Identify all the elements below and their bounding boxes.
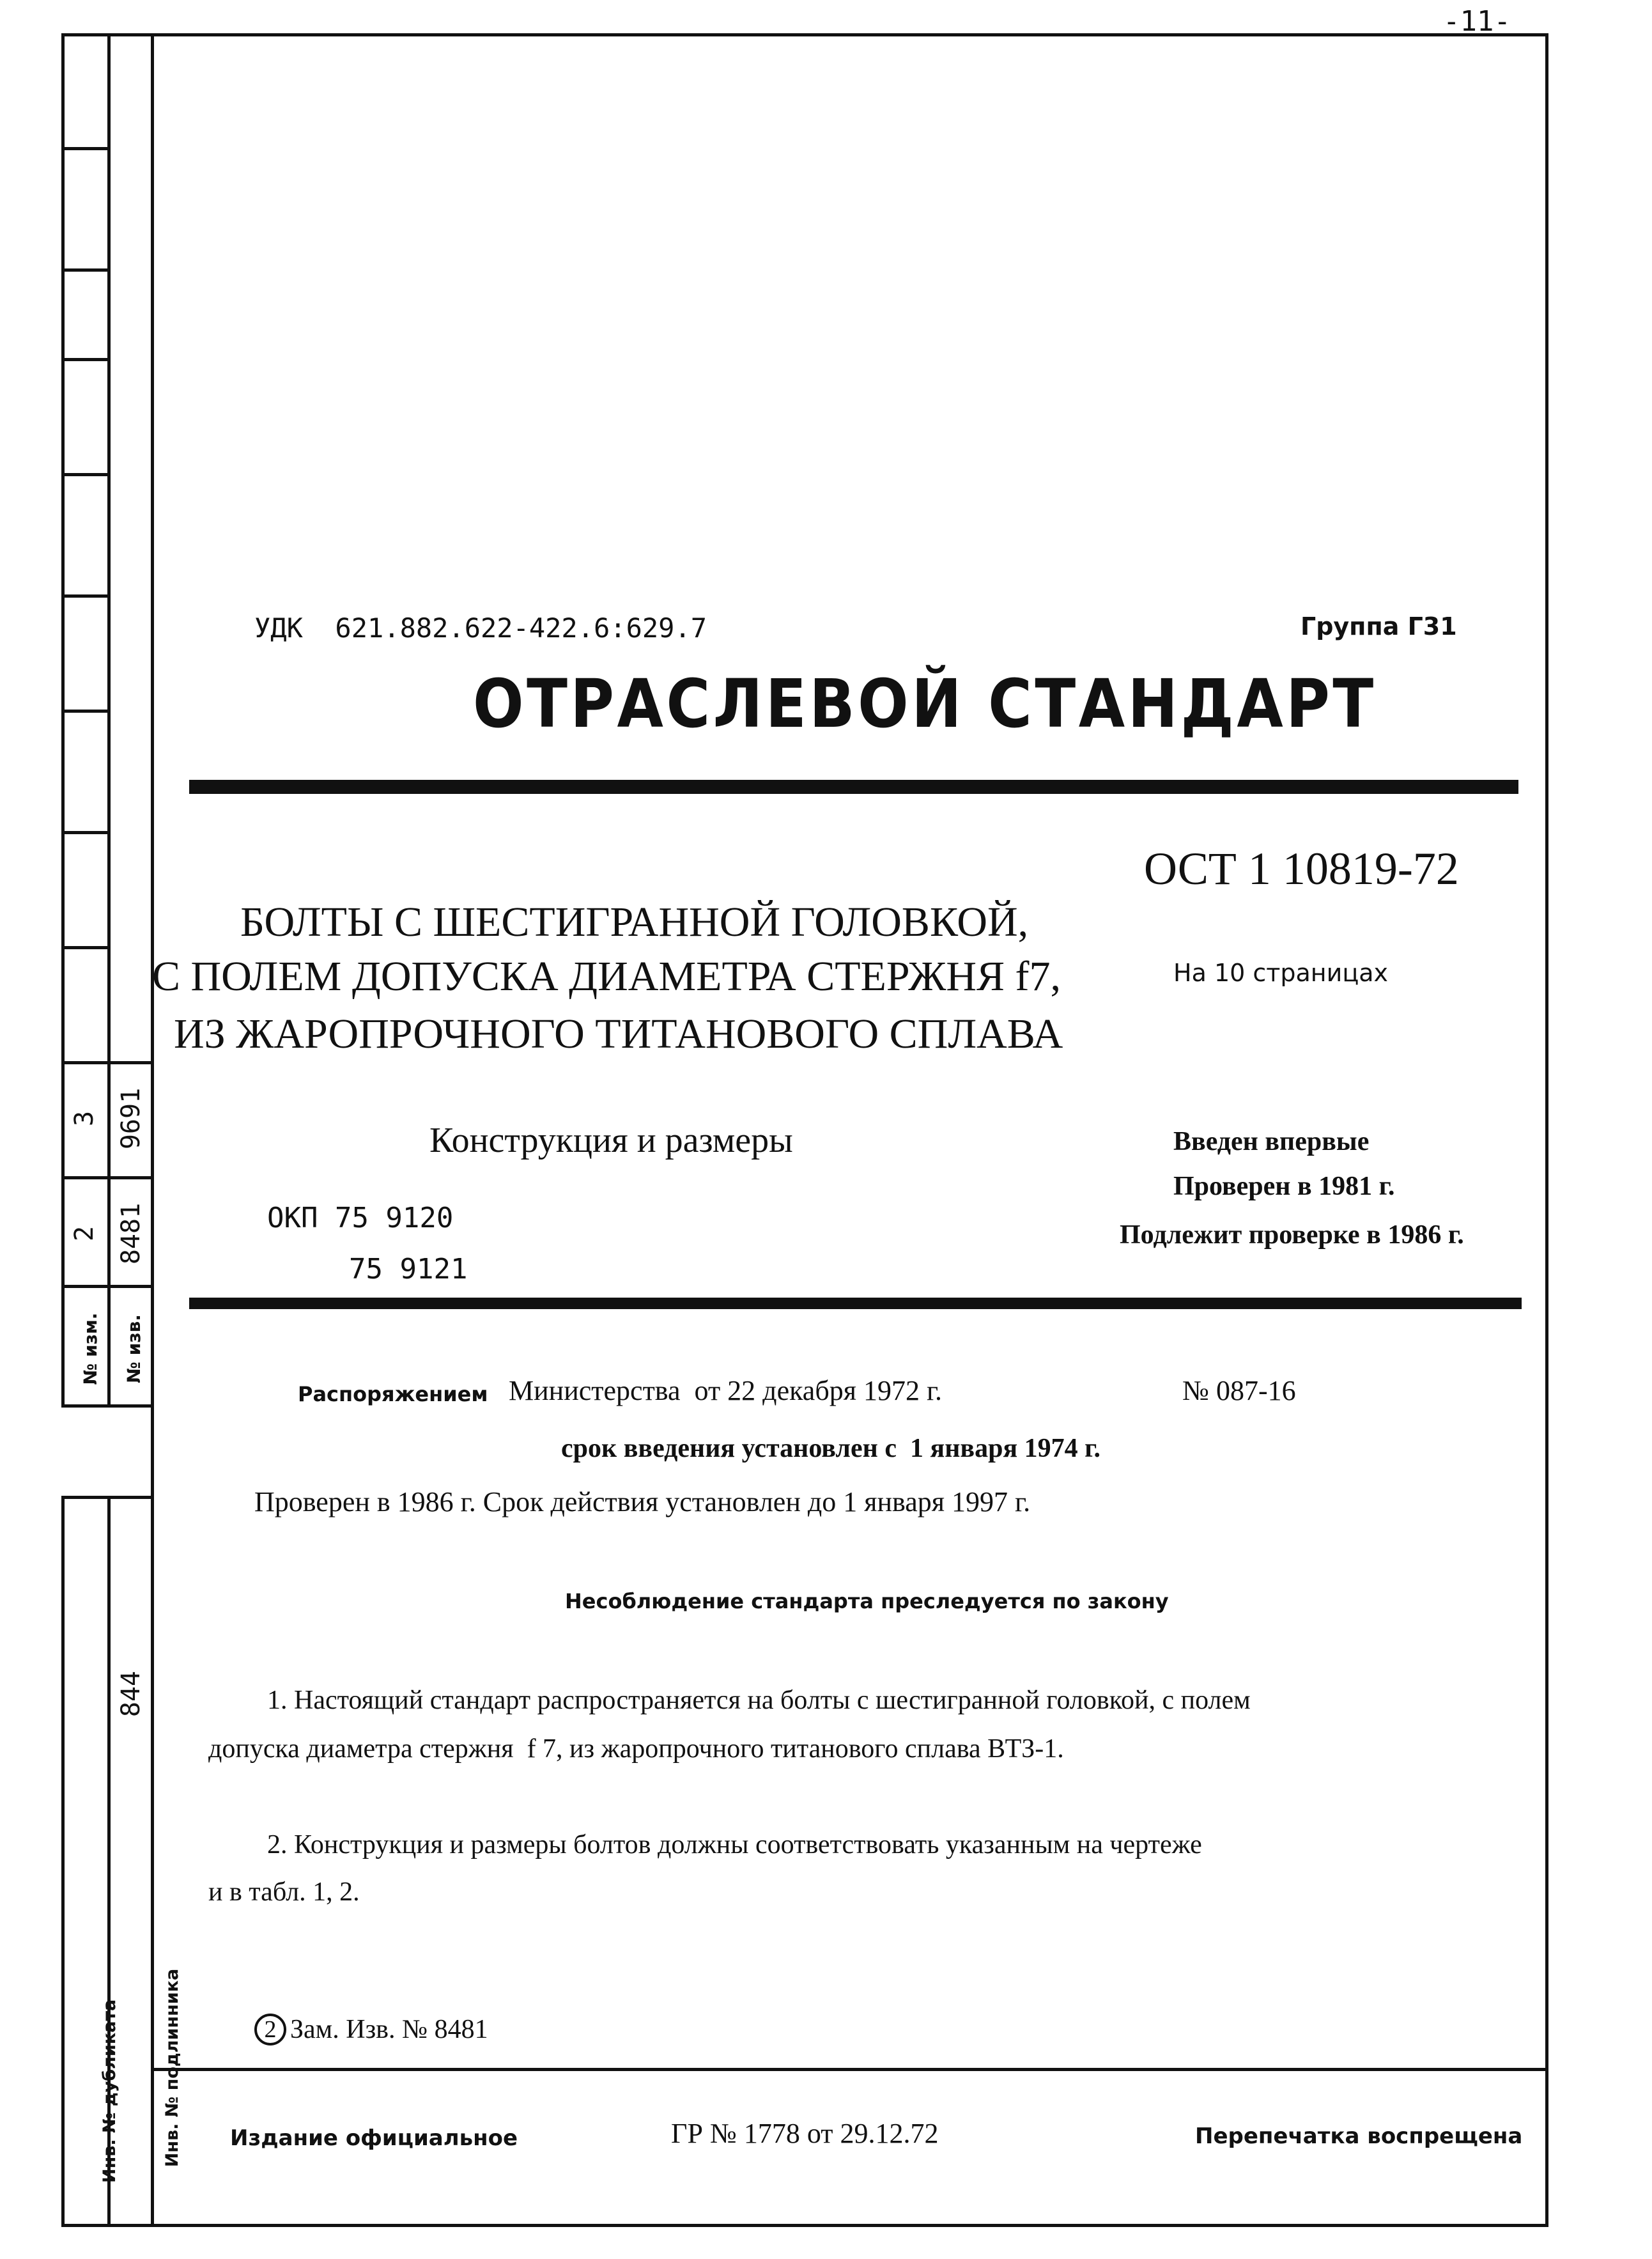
order-number: № 087-16 (1182, 1375, 1296, 1406)
notice-label: № изв. (123, 1314, 144, 1383)
main-title: ОТРАСЛЕВОЙ СТАНДАРТ (473, 665, 1377, 743)
footer-rule (154, 2068, 1548, 2071)
circled-change-mark: 2 (254, 2014, 286, 2046)
original-inv-number: 844 (116, 1670, 146, 1718)
notice-num-8481: 8481 (116, 1202, 146, 1265)
standard-number: ОСТ 1 10819-72 (1144, 843, 1459, 894)
side-row-line (61, 594, 107, 598)
doc-title-line3: ИЗ ЖАРОПРОЧНОГО ТИТАНОВОГО СПЛАВА (174, 1011, 1063, 1057)
group-code: Группа Г31 (1301, 612, 1457, 640)
side-row-line (61, 1176, 154, 1179)
doc-title-line1: БОЛТЫ С ШЕСТИГРАННОЙ ГОЛОВКОЙ, (240, 899, 1029, 945)
side-row-line (61, 831, 107, 834)
page-number: -11- (1443, 5, 1511, 38)
status-introduced: Введен впервые (1173, 1127, 1370, 1156)
footer-right: Перепечатка воспрещена (1195, 2123, 1523, 2149)
order-prefix: Распоряжением (298, 1382, 488, 1406)
clause2-line2: и в табл. 1, 2. (208, 1877, 360, 1907)
clause1-line1: 1. Настоящий стандарт распространяется на болты с шестигранной головкой, с полем (267, 1686, 1251, 1715)
penalty-note: Несоблюдение стандарта преследуется по закону (565, 1589, 1169, 1613)
side-row-line (61, 358, 107, 361)
effective-date: срок введения установлен с 1 января 1974 г. (561, 1434, 1100, 1463)
okp-code-1: ОКП 75 9120 (267, 1202, 454, 1234)
footer-left: Издание официальное (230, 2125, 518, 2151)
footer-center: ГР № 1778 от 29.12.72 (671, 2118, 939, 2149)
okp-code-2: 75 9121 (349, 1253, 468, 1285)
side-row-line (61, 946, 107, 949)
change-label: № изм. (80, 1312, 101, 1385)
clause1-line2: допуска диаметра стержня f 7, из жаропрочного титанового сплава ВТЗ-1. (208, 1734, 1064, 1764)
change-num-3: 3 (70, 1110, 99, 1127)
change-note-text: Зам. Изв. № 8481 (290, 2015, 488, 2044)
change-num-2: 2 (70, 1225, 99, 1242)
status-checked: Проверен в 1981 г. (1173, 1172, 1395, 1201)
side-row-line (61, 1061, 154, 1064)
side-row-line (61, 1285, 154, 1288)
duplicate-inv-label: Инв. № дубликата (100, 1999, 120, 2183)
side-row-line (61, 268, 107, 272)
status-next-check: Подлежит проверке в 1986 г. (1120, 1220, 1464, 1250)
notice-num-9691: 9691 (116, 1087, 146, 1150)
order-text: Министерства от 22 декабря 1972 г. (509, 1375, 943, 1406)
doc-title-line2: С ПОЛЕМ ДОПУСКА ДИАМЕТРА СТЕРЖНЯ f7, (152, 953, 1061, 1000)
side-table-divider (107, 33, 111, 1408)
change-note (254, 2014, 488, 2046)
clause2-line1: 2. Конструкция и размеры болтов должны соответствовать указанным на чертеже (267, 1830, 1202, 1859)
side-row-line (61, 473, 107, 476)
doc-subtitle: Конструкция и размеры (429, 1121, 793, 1160)
thick-rule-bottom (189, 1298, 1522, 1309)
validity-note: Проверен в 1986 г. Срок действия установлен до 1 января 1997 г. (254, 1486, 1031, 1518)
pages-note: На 10 страницах (1173, 959, 1388, 987)
side-row-line (61, 710, 107, 713)
thick-rule-top (189, 780, 1518, 794)
udc-code: УДК 621.882.622-422.6:629.7 (254, 612, 707, 644)
side-row-line (61, 147, 107, 150)
